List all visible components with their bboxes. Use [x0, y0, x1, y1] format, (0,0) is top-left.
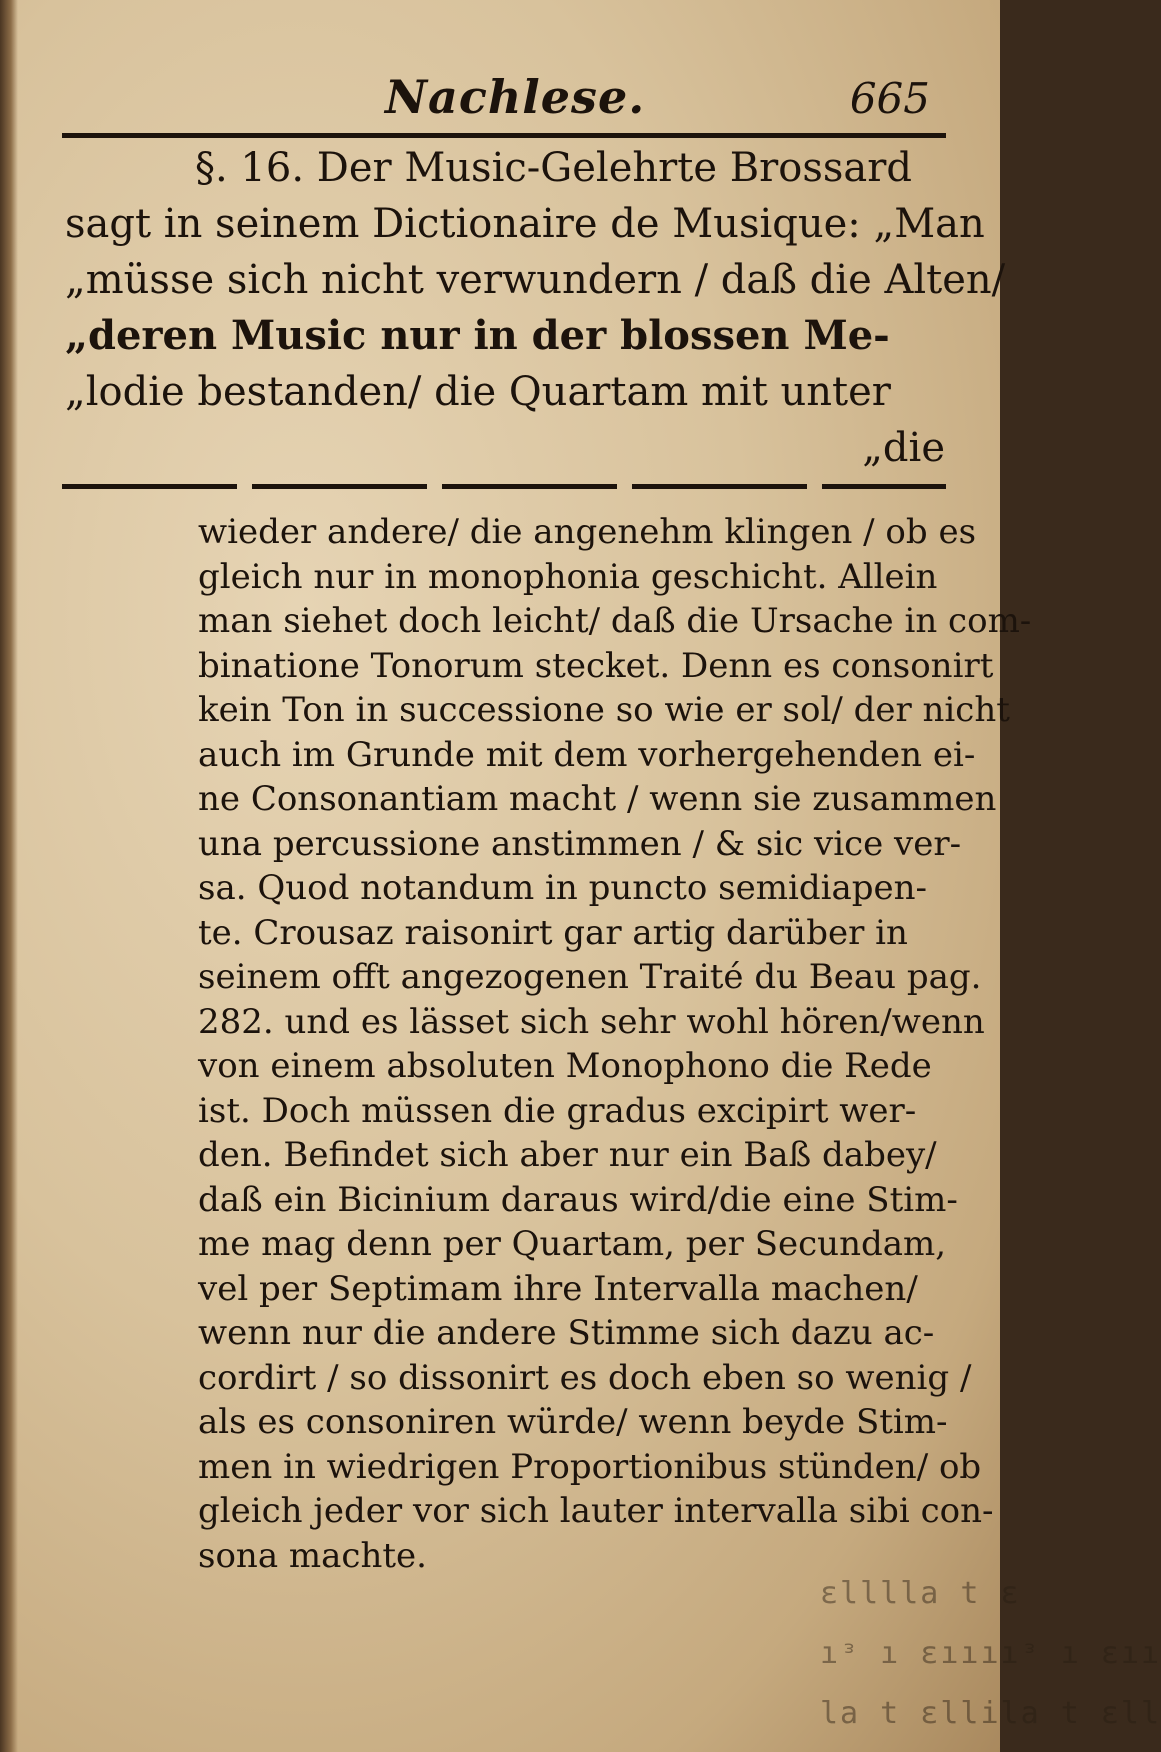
main-paragraph — [65, 140, 1006, 476]
text-line: „müsse sich nicht verwundern / daß die Alten/ — [65, 257, 1006, 303]
footnote-line: wenn nur die andere Stimme sich dazu ac- — [198, 1313, 935, 1353]
footnote-line: kein Ton in successione so wie er sol/ der nicht — [198, 690, 1010, 730]
page-header — [60, 70, 950, 130]
text-line: sagt in seinem Dictionaire de Musique: „Man — [65, 201, 985, 247]
footnote-line: ist. Doch müssen die gradus excipirt wer- — [198, 1090, 917, 1131]
page-number: 665 — [849, 74, 930, 123]
header-rule — [62, 133, 946, 138]
footnote-line: gleich jeder vor sich lauter intervalla sibi con- — [198, 1491, 994, 1531]
footnote-block — [198, 510, 1032, 1578]
footnote-line: vel per Septimam ihre Intervalla machen/ — [198, 1268, 918, 1309]
footnote-line: man siehet doch leicht/ daß die Ursache in com- — [198, 601, 1032, 641]
footnote-line: seinem offt angezogenen Traité du Beau pag. — [198, 957, 982, 997]
footnote-line: auch im Grunde mit dem vorhergehenden ei- — [198, 734, 976, 775]
footnote-line: me mag denn per Quartam, per Secundam, — [198, 1224, 947, 1264]
page-binding-shadow — [0, 0, 18, 1752]
footnote-line: als es consoniren würde/ wenn beyde Stim- — [198, 1402, 948, 1442]
footnote-line: daß ein Bicinium daraus wird/die eine Stim- — [198, 1179, 958, 1220]
footnote-line: men in wiedrigen Proportionibus stünden/ ob — [198, 1446, 982, 1487]
footnote-line: sona machte. — [198, 1535, 427, 1576]
footnote-separator — [62, 484, 946, 489]
footnote-line: te. Crousaz raisonirt gar artig darüber in — [198, 912, 908, 953]
footnote-line: den. Befindet sich aber nur ein Baß dabey/ — [198, 1135, 937, 1175]
footnote-line: gleich nur in monophonia geschicht. Allein — [198, 556, 938, 597]
footnote-line: wieder andere/ die angenehm klingen / ob es — [198, 512, 977, 552]
catchword: „die — [862, 425, 945, 471]
footnote-line: von einem absoluten Monophono die Rede — [198, 1046, 932, 1086]
footnote-line: binatione Tonorum stecket. Denn es consonirt — [198, 645, 994, 686]
bleed-through-text: ɛlllla t ɛ — [820, 1576, 1021, 1611]
footnote-line: 282. und es lässet sich sehr wohl hören/wenn — [198, 1001, 985, 1042]
bleed-through-text: la t ɛllila t ɛll — [820, 1696, 1161, 1731]
text-line: „deren Music nur in der blossen Me- — [65, 312, 890, 359]
footnote-line: sa. Quod notandum in puncto semidiapen- — [198, 868, 928, 908]
bleed-through-text: ıᵌ ı ɛııııᵌ ı ɛıı — [820, 1636, 1161, 1671]
text-line: „lodie bestanden/ die Quartam mit unter — [65, 369, 891, 415]
footnote-line: ne Consonantiam macht / wenn sie zusammen — [198, 779, 997, 819]
footnote-line: una percussione anstimmen / & sic vice ver- — [198, 823, 962, 864]
text-line: §. 16. Der Music-Gelehrte Brossard — [195, 145, 912, 191]
running-head: Nachlese. — [385, 70, 646, 124]
footnote-line: cordirt / so dissonirt es doch eben so wenig / — [198, 1357, 972, 1398]
